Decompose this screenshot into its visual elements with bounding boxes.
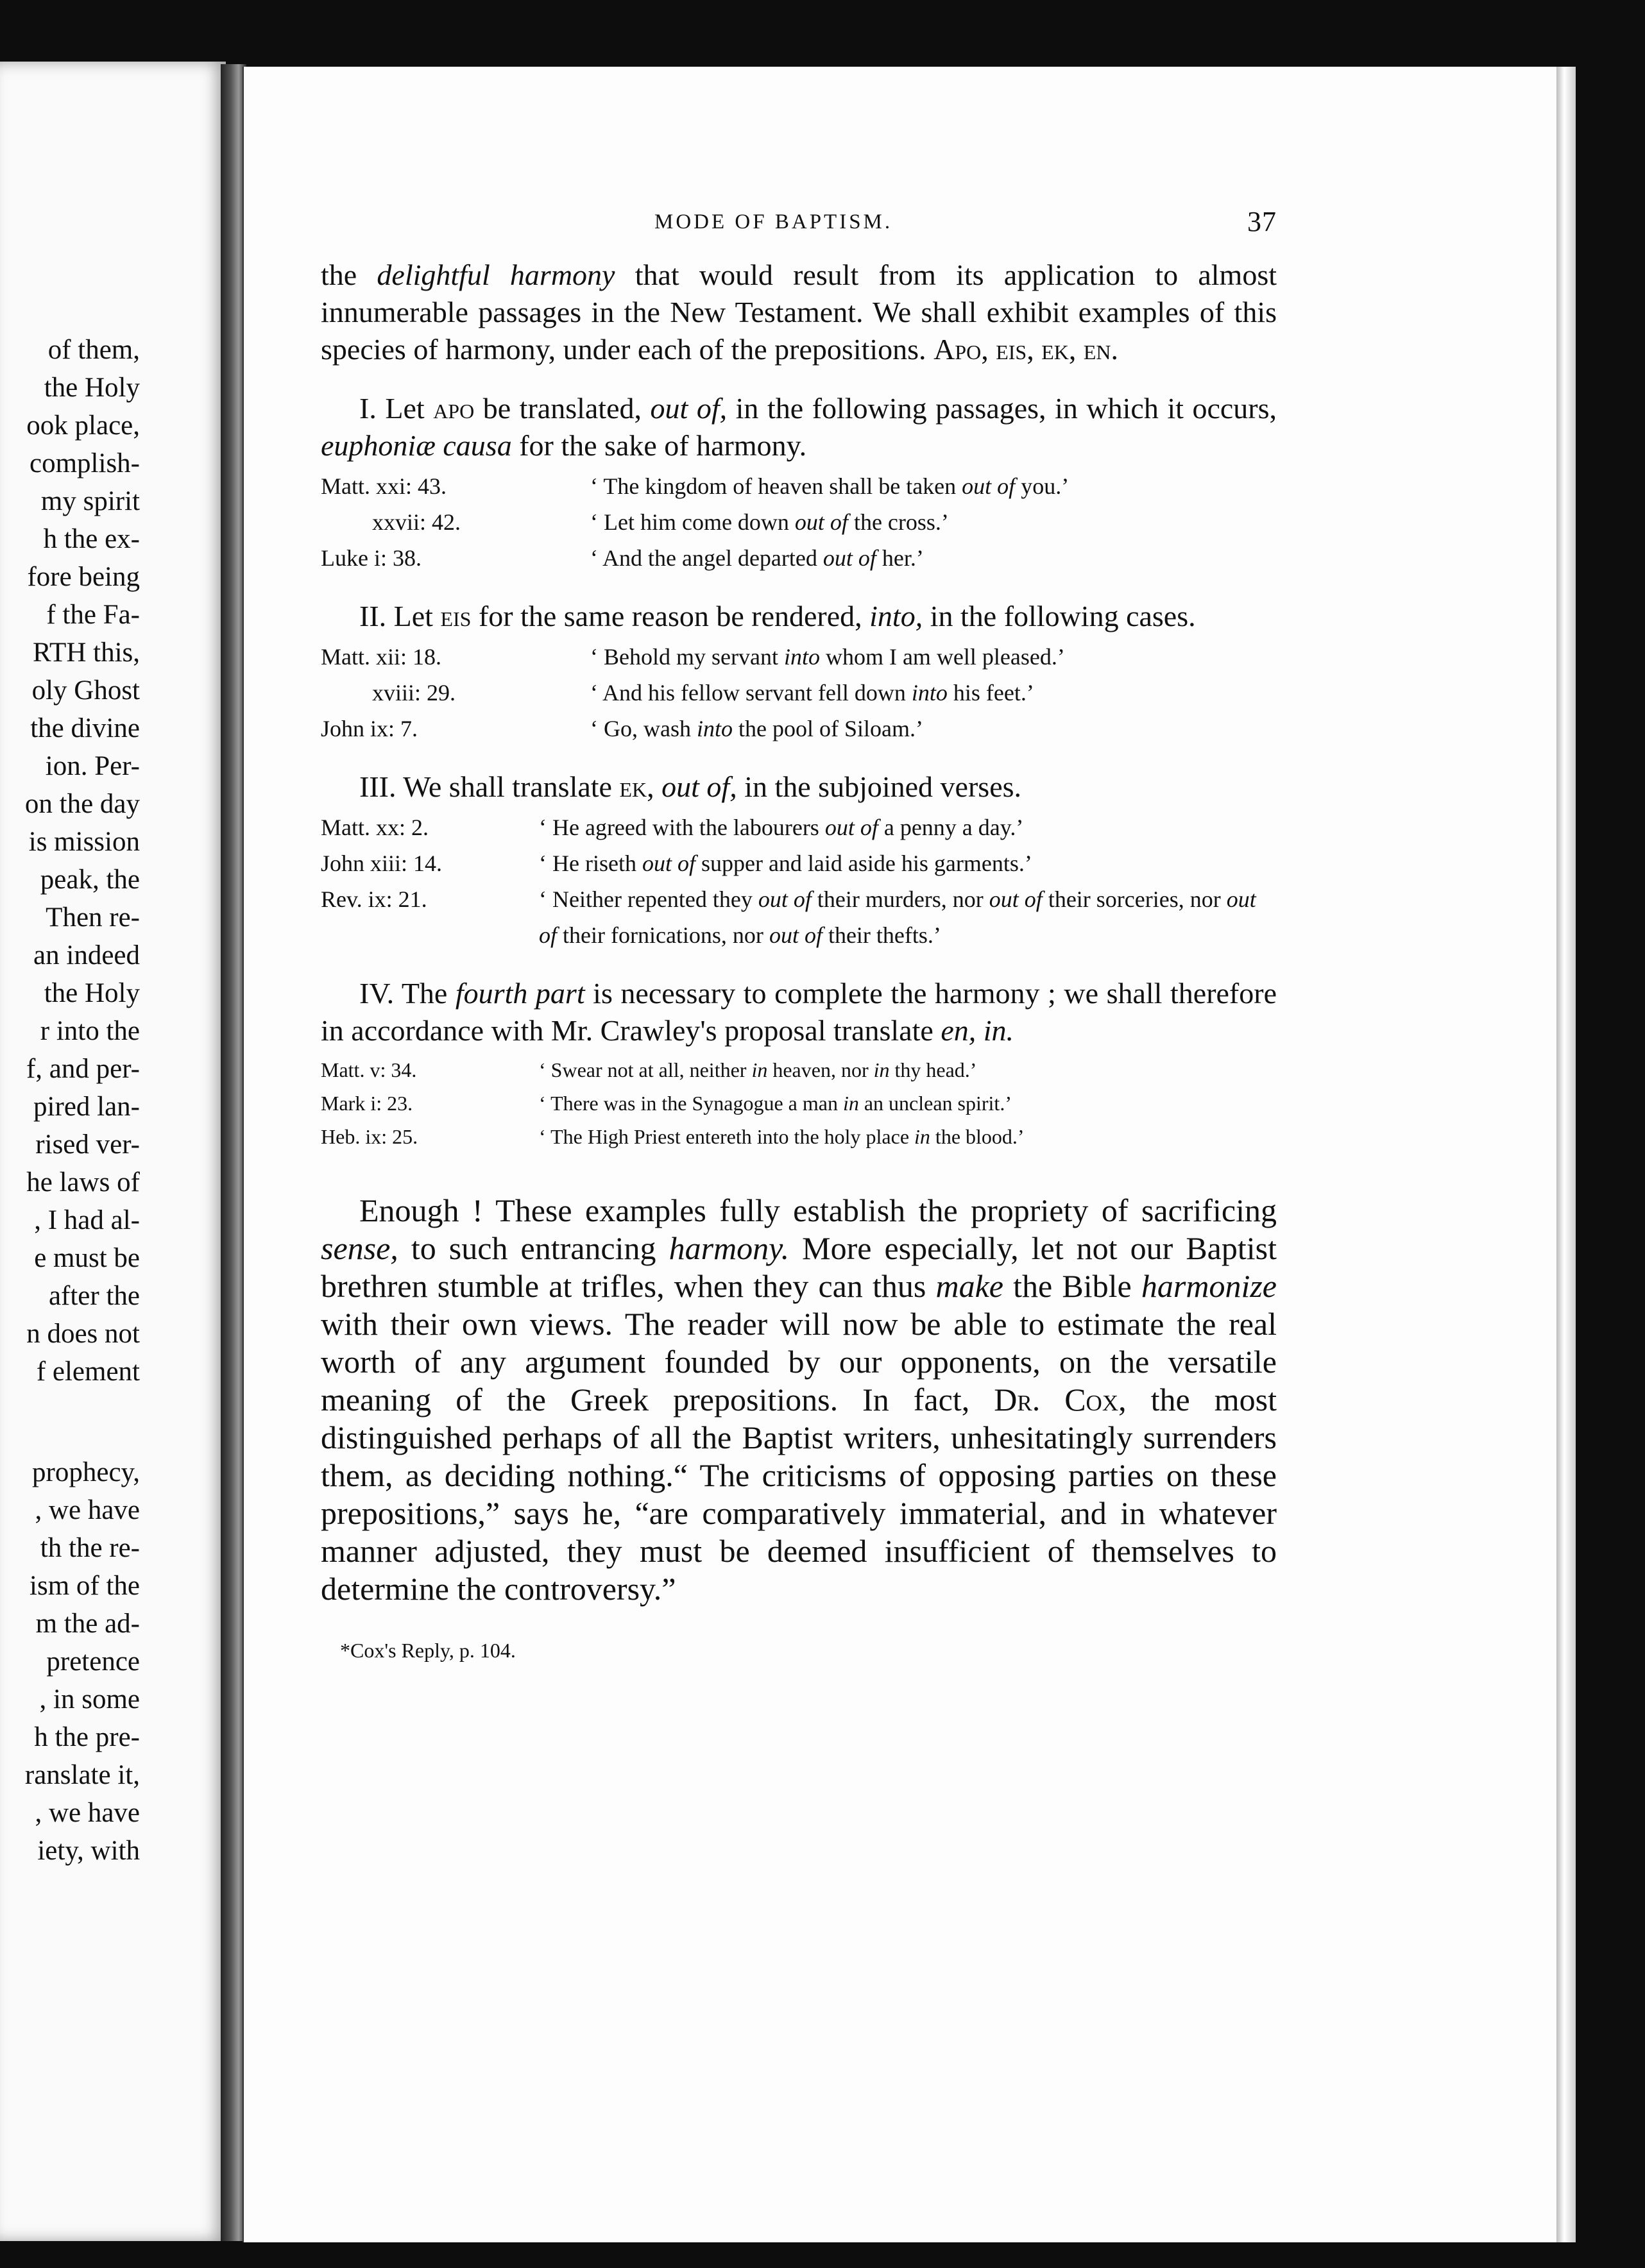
left-page-line: , we have xyxy=(35,1495,140,1525)
citation-ref: Matt. v: 34. xyxy=(321,1058,417,1081)
left-page-line: ranslate it, xyxy=(24,1760,140,1790)
left-page-line: th the re- xyxy=(40,1533,140,1563)
left-page-line: prophecy, xyxy=(32,1457,140,1487)
left-page-line: RTH this, xyxy=(32,638,140,668)
citation-quote: ‘ The High Priest entereth into the holy place in the blood.’ xyxy=(539,1125,1025,1148)
citation-row xyxy=(321,504,1277,540)
left-page-line: m the ad- xyxy=(35,1609,140,1639)
citation-row xyxy=(321,639,1277,675)
citation-ref: Matt. xx: 2. xyxy=(321,815,429,840)
citation-quote: ‘ Let him come down out of the cross.’ xyxy=(590,509,949,535)
left-page-line: the Holy xyxy=(44,373,140,403)
left-page-line: f, and per- xyxy=(26,1054,140,1084)
left-page-line: my spirit xyxy=(40,486,140,516)
citation-quote: ‘ He agreed with the labourers out of a penny a day.’ xyxy=(539,815,1024,840)
citation-row xyxy=(321,468,1277,504)
section-numeral: II. xyxy=(359,600,387,632)
section-numeral: I. xyxy=(359,392,377,425)
citation-quote: ‘ The kingdom of heaven shall be taken out of you.’ xyxy=(590,473,1070,499)
left-page-line: e must be xyxy=(34,1243,140,1273)
left-page-line: f element xyxy=(36,1357,140,1387)
citation-quote: ‘ Neither repented they out of their murders, nor out of their sorceries, nor out of their fornications, nor out of their thefts.’ xyxy=(539,886,1256,948)
citation-row xyxy=(321,675,1277,711)
left-page-line: ism of the xyxy=(30,1571,140,1601)
section-1-heading: I. Let apo be translated, out of, in the following passages, in which it occurs, euphoniæ causa for the sake of harmony. xyxy=(321,392,1277,462)
citation-quote: ‘ And the angel departed out of her.’ xyxy=(590,545,924,571)
left-page-line: f the Fa- xyxy=(46,600,140,630)
left-page-line: pretence xyxy=(46,1646,140,1677)
citation-ref: xxvii: 42. xyxy=(372,509,461,535)
citation-ref: xviii: 29. xyxy=(372,680,456,706)
left-page-line: , we have xyxy=(35,1798,140,1828)
citation-row xyxy=(321,881,1277,953)
left-page-line xyxy=(0,1391,140,1453)
intro-paragraph: the delightful harmony that would result from its application to almost innumerable passages in the New Testament. We shall exhibit examples of this species of harmony, under each of the prepositions. Apo, eis, ek, en. xyxy=(321,258,1277,366)
left-page-line: an indeed xyxy=(33,940,140,970)
running-head: MODE OF BAPTISM. xyxy=(654,210,893,233)
left-page-line: he laws of xyxy=(26,1167,140,1197)
section-4-heading: IV. The fourth part is necessary to complete the harmony ; we shall therefore in accordance with Mr. Crawley's proposal translate en, in. xyxy=(321,977,1277,1047)
left-page-text xyxy=(0,331,140,1870)
citation-ref: Matt. xxi: 43. xyxy=(321,473,447,499)
left-page-line: the divine xyxy=(30,713,140,743)
left-page-line: is mission xyxy=(28,827,140,857)
left-page-line: h the pre- xyxy=(34,1722,140,1752)
left-page-line: ion. Per- xyxy=(45,751,140,781)
left-page-line: rised ver- xyxy=(35,1130,140,1160)
left-page-line: Then re- xyxy=(46,902,140,933)
left-page-line: , I had al- xyxy=(34,1205,140,1235)
left-page-line: , in some xyxy=(39,1684,140,1714)
citation-quote: ‘ He riseth out of supper and laid aside his garments.’ xyxy=(539,851,1032,876)
citation-ref: John ix: 7. xyxy=(321,716,418,741)
citation-row xyxy=(321,1120,1277,1153)
left-page xyxy=(0,62,226,2241)
left-page-line: complish- xyxy=(30,448,140,478)
citation-row xyxy=(321,540,1277,576)
left-page-line: iety, with xyxy=(37,1836,140,1866)
section-2-heading: II. Let eis for the same reason be rendered, into, in the following cases. xyxy=(359,600,1196,632)
left-page-line: n does not xyxy=(26,1319,140,1349)
left-page-line: oly Ghost xyxy=(31,675,140,706)
left-page-line: the Holy xyxy=(44,978,140,1008)
citation-quote: ‘ There was in the Synagogue a man in an unclean spirit.’ xyxy=(539,1092,1012,1115)
page-number: 37 xyxy=(1247,206,1277,237)
section-2-citations xyxy=(321,639,1277,747)
left-page-line: peak, the xyxy=(40,865,140,895)
page-edge xyxy=(1556,67,1576,2242)
left-page-line: after the xyxy=(48,1281,140,1311)
page-content xyxy=(321,205,1277,1663)
section-3-citations xyxy=(321,809,1277,953)
section-1-citations xyxy=(321,468,1277,576)
left-page-line: pired lan- xyxy=(33,1092,140,1122)
footnote: *Cox's Reply, p. 104. xyxy=(340,1639,516,1662)
citation-ref: John xiii: 14. xyxy=(321,851,443,876)
citation-row xyxy=(321,1087,1277,1120)
citation-ref: Rev. ix: 21. xyxy=(321,886,427,912)
citation-quote: ‘ Swear not at all, neither in heaven, nor in thy head.’ xyxy=(539,1058,977,1081)
citation-ref: Heb. ix: 25. xyxy=(321,1125,418,1148)
citation-ref: Luke i: 38. xyxy=(321,545,422,571)
left-page-line: h the ex- xyxy=(43,524,140,554)
citation-row xyxy=(321,711,1277,747)
page-header xyxy=(321,205,1277,257)
section-4-citations xyxy=(321,1053,1277,1153)
left-page-line: fore being xyxy=(27,562,140,592)
citation-ref: Matt. xii: 18. xyxy=(321,644,441,670)
citation-quote: ‘ Go, wash into the pool of Siloam.’ xyxy=(590,716,923,741)
citation-quote: ‘ And his fellow servant fell down into his feet.’ xyxy=(590,680,1034,706)
citation-row xyxy=(321,1053,1277,1087)
citation-ref: Mark i: 23. xyxy=(321,1092,413,1115)
section-numeral: III. xyxy=(359,770,396,803)
left-page-line: ook place, xyxy=(26,410,140,441)
closing-paragraph: Enough ! These examples fully establish the propriety of sacrificing sense, to such entrancing harmony. More especially, let not our Baptist brethren stumble at trifles, when they can thus make the Bible harmonize with their own views. The reader will now be able to estimate the real worth of any argument founded by our opponents, on the versatile meaning of the Greek prepositions. In fact, Dr. Cox, the most distinguished perhaps of all the Baptist writers, unhesitatingly surrenders them, as deciding nothing.“ The criticisms of opposing parties on these prepositions,” says he, “are comparatively immaterial, and in whatever manner adjusted, they must be deemed insufficient of themselves to determine the controversy.” xyxy=(321,1192,1277,1607)
section-numeral: IV. xyxy=(359,977,395,1010)
section-3-heading: III. We shall translate ek, out of, in the subjoined verses. xyxy=(359,770,1022,803)
left-page-line: on the day xyxy=(24,789,140,819)
citation-quote: ‘ Behold my servant into whom I am well pleased.’ xyxy=(590,644,1065,670)
left-page-line: r into the xyxy=(40,1016,140,1046)
left-page-line: of them, xyxy=(47,335,140,365)
citation-row xyxy=(321,809,1277,845)
citation-row xyxy=(321,845,1277,881)
